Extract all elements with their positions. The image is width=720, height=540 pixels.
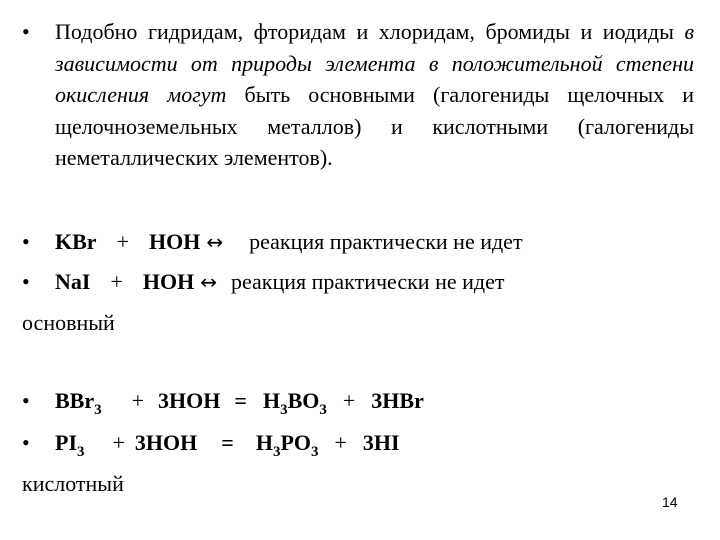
reaction-note: реакция практически не идет (249, 229, 523, 254)
equals: = (234, 388, 247, 413)
label-acidic: кислотный (22, 471, 124, 496)
reaction-note: реакция практически не идет (230, 269, 505, 294)
intro-paragraph (22, 16, 694, 174)
water: HOH (148, 229, 201, 254)
product-hx: 3HI (362, 430, 400, 455)
plus: + (131, 388, 145, 413)
intro-text (55, 16, 694, 174)
plus: + (116, 229, 129, 254)
plus: + (342, 388, 356, 413)
reactant: KBr (55, 229, 97, 254)
plus: + (334, 430, 347, 455)
plus: + (112, 430, 125, 455)
reaction-nai (22, 268, 504, 296)
bullet: • (22, 388, 30, 413)
reaction-bbr3 (22, 387, 424, 418)
product-hx: 3HBr (371, 388, 424, 413)
bullet: • (22, 269, 30, 294)
product-acid: $H_3BO_3$ (262, 388, 327, 418)
product-acid: $H_3PO_3$ (255, 430, 319, 460)
water: HOH (142, 269, 195, 294)
reactant: NaI (55, 269, 91, 294)
intro-text-italic: в зависимости от природы элемента в положительной степени окисления могут (55, 19, 695, 107)
label-basic: основный (22, 310, 115, 335)
equilibrium-arrow-icon: ↔ (200, 270, 217, 294)
bullet: • (22, 19, 30, 44)
intro-text-part1: Подобно гидридам, фторидам и хлоридам, бромиды и иодиды (55, 19, 674, 44)
equilibrium-arrow-icon: ↔ (206, 230, 224, 254)
bullet: • (22, 430, 30, 455)
reaction-kbr (22, 228, 523, 256)
plus: + (110, 269, 123, 294)
water: 3HOH (158, 388, 221, 413)
water: 3HOH (134, 430, 198, 455)
equals: = (221, 430, 234, 455)
reaction-pi3 (22, 429, 400, 460)
intro-text-part3: быть основными (галогениды щелочных и щелочноземельных металлов) и кислотными (галогениды неметаллических элементов). (55, 82, 694, 170)
bullet: • (22, 229, 30, 254)
reactant: BBr$_3$ (55, 388, 102, 418)
page-number: 14 (662, 494, 678, 510)
reactant: $PI_3$ (55, 430, 85, 460)
